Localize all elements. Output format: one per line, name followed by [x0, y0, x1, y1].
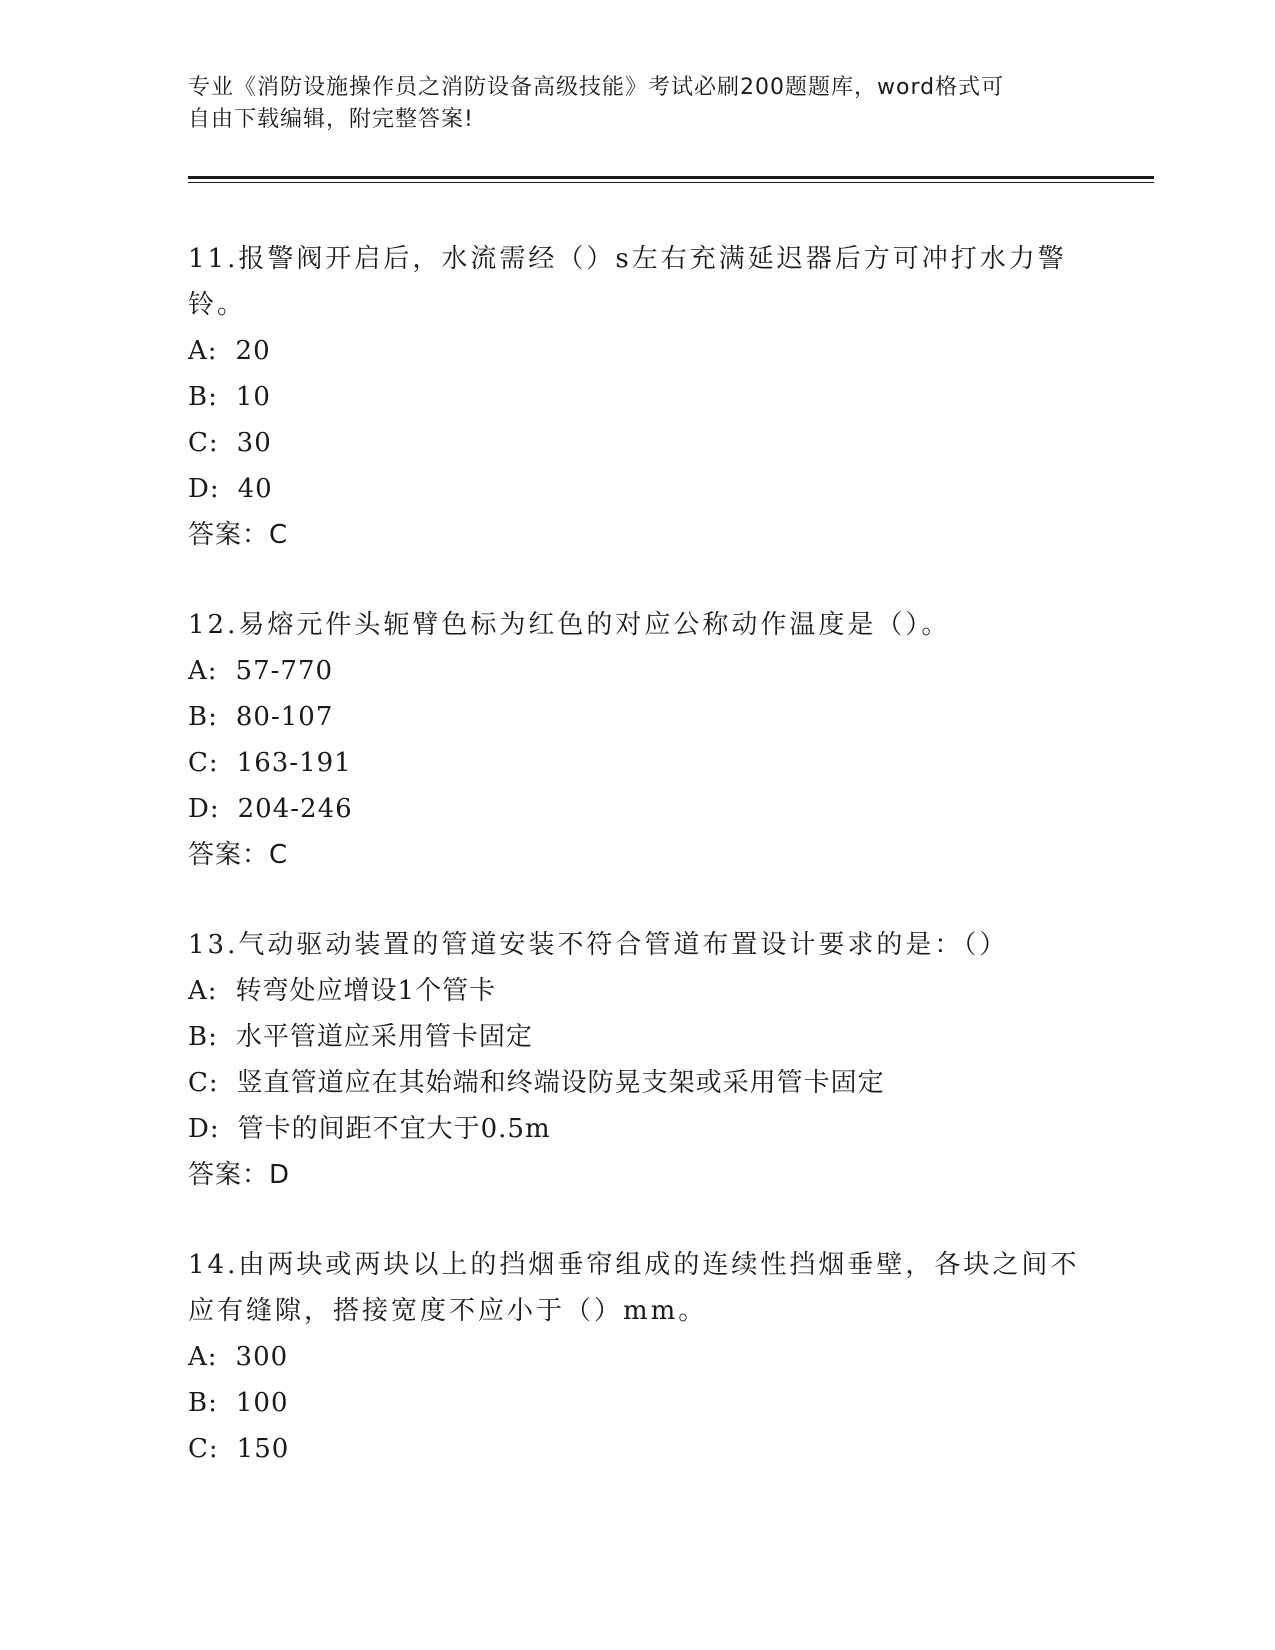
option-c [188, 1060, 1088, 1106]
option-key: A: [188, 1342, 218, 1372]
option-c [188, 420, 1088, 466]
option-a [188, 328, 1088, 374]
option-key: D: [188, 794, 220, 824]
question-stem: 12.易熔元件头轭臂色标为红色的对应公称动作温度是（）。 [188, 610, 951, 640]
option-d [188, 1106, 1088, 1152]
option-c [188, 740, 1088, 786]
document-header [188, 72, 1068, 136]
option-key: A: [188, 336, 218, 366]
answer-line: 答案：D [188, 1160, 291, 1190]
option-text: 转弯处应增设1个管卡 [235, 976, 497, 1006]
option-text: 204-246 [237, 794, 353, 824]
option-text: 30 [236, 428, 272, 458]
option-key: C: [188, 428, 219, 458]
option-text: 竖直管道应在其始端和终端设防晃支架或采用管卡固定 [236, 1068, 885, 1098]
question-item [188, 602, 1088, 878]
answer-line: 答案：C [188, 840, 289, 870]
option-key: C: [188, 748, 219, 778]
option-text: 管卡的间距不宜大于0.5m [237, 1114, 551, 1144]
header-line-1: 专业《消防设施操作员之消防设备高级技能》考试必刷200题题库，word格式可 [188, 75, 1005, 100]
option-d [188, 786, 1088, 832]
option-text: 水平管道应采用管卡固定 [235, 1022, 533, 1052]
header-line-2: 自由下载编辑，附完整答案! [188, 107, 474, 132]
option-text: 57-770 [235, 656, 334, 686]
question-list [188, 236, 1088, 1516]
option-b [188, 374, 1088, 420]
option-text: 163-191 [236, 748, 352, 778]
question-item [188, 1242, 1088, 1472]
option-key: A: [188, 656, 218, 686]
option-key: D: [188, 1114, 220, 1144]
option-d [188, 466, 1088, 512]
option-key: B: [188, 382, 218, 412]
option-key: A: [188, 976, 218, 1006]
option-key: C: [188, 1434, 219, 1464]
option-text: 20 [235, 336, 271, 366]
option-text: 300 [235, 1342, 289, 1372]
option-b [188, 694, 1088, 740]
option-key: B: [188, 1022, 218, 1052]
option-text: 100 [235, 1388, 289, 1418]
header-divider-thick [188, 176, 1154, 179]
question-stem: 13.气动驱动装置的管道安装不符合管道布置设计要求的是：（） [188, 930, 1009, 960]
option-text: 80-107 [235, 702, 334, 732]
option-b [188, 1014, 1088, 1060]
question-item [188, 236, 1088, 558]
option-c [188, 1426, 1088, 1472]
option-text: 40 [237, 474, 273, 504]
option-b [188, 1380, 1088, 1426]
option-a [188, 968, 1088, 1014]
header-divider-thin [188, 182, 1154, 183]
question-item [188, 922, 1088, 1198]
option-text: 10 [235, 382, 271, 412]
option-a [188, 1334, 1088, 1380]
option-key: C: [188, 1068, 219, 1098]
option-a [188, 648, 1088, 694]
question-stem: 11.报警阀开启后，水流需经（）s左右充满延迟器后方可冲打水力警铃。 [188, 244, 1067, 320]
option-text: 150 [236, 1434, 290, 1464]
option-key: D: [188, 474, 220, 504]
option-key: B: [188, 702, 218, 732]
option-key: B: [188, 1388, 218, 1418]
answer-line: 答案：C [188, 520, 289, 550]
question-stem: 14.由两块或两块以上的挡烟垂帘组成的连续性挡烟垂壁，各块之间不应有缝隙，搭接宽度不应小于（）mm。 [188, 1250, 1080, 1326]
